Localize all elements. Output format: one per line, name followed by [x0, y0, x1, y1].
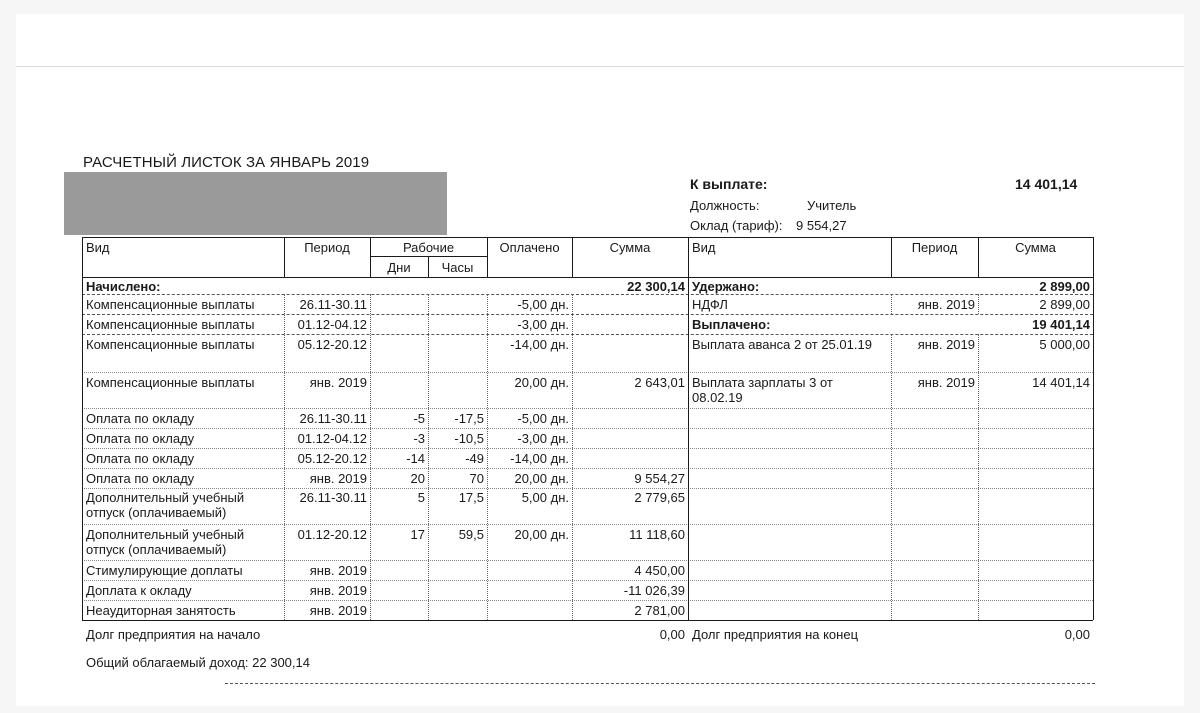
right-col-sum-header: Сумма [1015, 240, 1056, 255]
ndfl-period: янв. 2019 [917, 297, 975, 312]
row-name: Оплата по окладу [86, 411, 195, 426]
row-days: -5 [413, 411, 425, 426]
row-paid: 20,00 дн. [514, 375, 569, 390]
row-paid: -5,00 дн. [517, 411, 569, 426]
position-label: Должность: [690, 198, 760, 213]
right-col-kind-header: Вид [692, 240, 716, 255]
row-period: янв. 2019 [309, 603, 367, 618]
to-pay-value: 14 401,14 [1015, 176, 1078, 192]
accrued-total: 22 300,14 [627, 279, 685, 294]
row-hours: -49 [465, 451, 484, 466]
row-name: Компенсационные выплаты [86, 337, 255, 352]
row-paid: -3,00 дн. [517, 317, 569, 332]
debt-end-value: 0,00 [1064, 627, 1090, 642]
row-name: Стимулирующие доплаты [86, 563, 243, 578]
row-period: 05.12-20.12 [297, 337, 367, 352]
row-name: Компенсационные выплаты [86, 297, 255, 312]
withheld-label: Удержано: [692, 279, 760, 294]
row-name: Оплата по окладу [86, 431, 195, 446]
debt-end-label: Долг предприятия на конец [692, 627, 859, 642]
payment-period: янв. 2019 [917, 337, 975, 352]
right-col-period-header: Период [911, 240, 958, 255]
debt-start-label: Долг предприятия на начало [86, 627, 261, 642]
row-paid: 5,00 дн. [521, 490, 569, 505]
row-paid: 20,00 дн. [514, 527, 569, 542]
salary-label: Оклад (тариф): [690, 218, 783, 233]
row-name: Компенсационные выплаты [86, 317, 255, 332]
row-period: 05.12-20.12 [297, 451, 367, 466]
row-period: 01.12-20.12 [297, 527, 367, 542]
row-sum: 4 450,00 [634, 563, 685, 578]
row-sum: 2 643,01 [634, 375, 685, 390]
payslip-title: РАСЧЕТНЫЙ ЛИСТОК ЗА ЯНВАРЬ 2019 [83, 154, 370, 171]
page-edge [16, 66, 1184, 67]
row-name: Доплата к окладу [86, 583, 192, 598]
accrued-label: Начислено: [86, 279, 161, 294]
row-hours: -17,5 [454, 411, 484, 426]
row-hours: 70 [469, 471, 484, 486]
row-period: янв. 2019 [309, 471, 367, 486]
row-paid: -3,00 дн. [517, 431, 569, 446]
row-sum: 9 554,27 [634, 471, 685, 486]
col-days-header: Дни [387, 260, 411, 275]
payment-sum: 14 401,14 [1032, 375, 1090, 390]
ndfl-name: НДФЛ [692, 297, 728, 312]
paid-total: 19 401,14 [1032, 317, 1090, 332]
row-name: Оплата по окладу [86, 471, 195, 486]
taxable-income: Общий облагаемый доход: 22 300,14 [86, 655, 310, 670]
col-hours-header: Часы [441, 260, 474, 275]
row-period: янв. 2019 [309, 375, 367, 390]
row-name: Дополнительный учебный отпуск (оплачиваемый) [86, 527, 245, 557]
paid-label: Выплачено: [692, 317, 771, 332]
col-period-header: Период [304, 240, 350, 255]
withheld-total: 2 899,00 [1039, 279, 1090, 294]
row-paid: -14,00 дн. [510, 451, 569, 466]
row-days: 5 [417, 490, 425, 505]
row-period: 01.12-04.12 [297, 431, 367, 446]
debt-start-value: 0,00 [659, 627, 685, 642]
row-period: янв. 2019 [309, 563, 367, 578]
ndfl-sum: 2 899,00 [1039, 297, 1090, 312]
payment-sum: 5 000,00 [1039, 337, 1090, 352]
row-hours: 17,5 [458, 490, 484, 505]
payment-period: янв. 2019 [917, 375, 975, 390]
row-period: янв. 2019 [309, 583, 367, 598]
row-sum: 11 118,60 [629, 527, 685, 542]
row-sum: -11 026,39 [623, 583, 685, 598]
col-kind-header: Вид [86, 240, 110, 255]
payment-name: Выплата зарплаты 3 от 08.02.19 [692, 375, 833, 405]
row-paid: -14,00 дн. [510, 337, 569, 352]
row-days: 20 [410, 471, 425, 486]
row-sum: 2 781,00 [634, 603, 685, 618]
col-sum-header: Сумма [609, 240, 651, 255]
row-period: 26.11-30.11 [299, 297, 367, 312]
to-pay-label: К выплате: [690, 176, 768, 192]
payment-name: Выплата аванса 2 от 25.01.19 [692, 337, 872, 352]
row-period: 26.11-30.11 [299, 411, 367, 426]
row-name: Оплата по окладу [86, 451, 195, 466]
col-paid-header: Оплачено [499, 240, 560, 255]
row-name: Дополнительный учебный отпуск (оплачиваемый) [86, 490, 245, 520]
row-name: Компенсационные выплаты [86, 375, 255, 390]
row-hours: -10,5 [454, 431, 484, 446]
row-period: 26.11-30.11 [299, 490, 367, 505]
row-hours: 59,5 [458, 527, 484, 542]
row-days: 17 [410, 527, 425, 542]
row-days: -14 [406, 451, 425, 466]
redacted-employee-name [64, 172, 447, 235]
row-days: -3 [413, 431, 425, 446]
row-sum: 2 779,65 [634, 490, 685, 505]
row-period: 01.12-04.12 [297, 317, 367, 332]
row-name: Неаудиторная занятость [86, 603, 236, 618]
salary-value: 9 554,27 [796, 218, 847, 233]
col-working-header: Рабочие [402, 240, 455, 255]
position-value: Учитель [807, 198, 857, 213]
row-paid: 20,00 дн. [514, 471, 569, 486]
row-paid: -5,00 дн. [517, 297, 569, 312]
